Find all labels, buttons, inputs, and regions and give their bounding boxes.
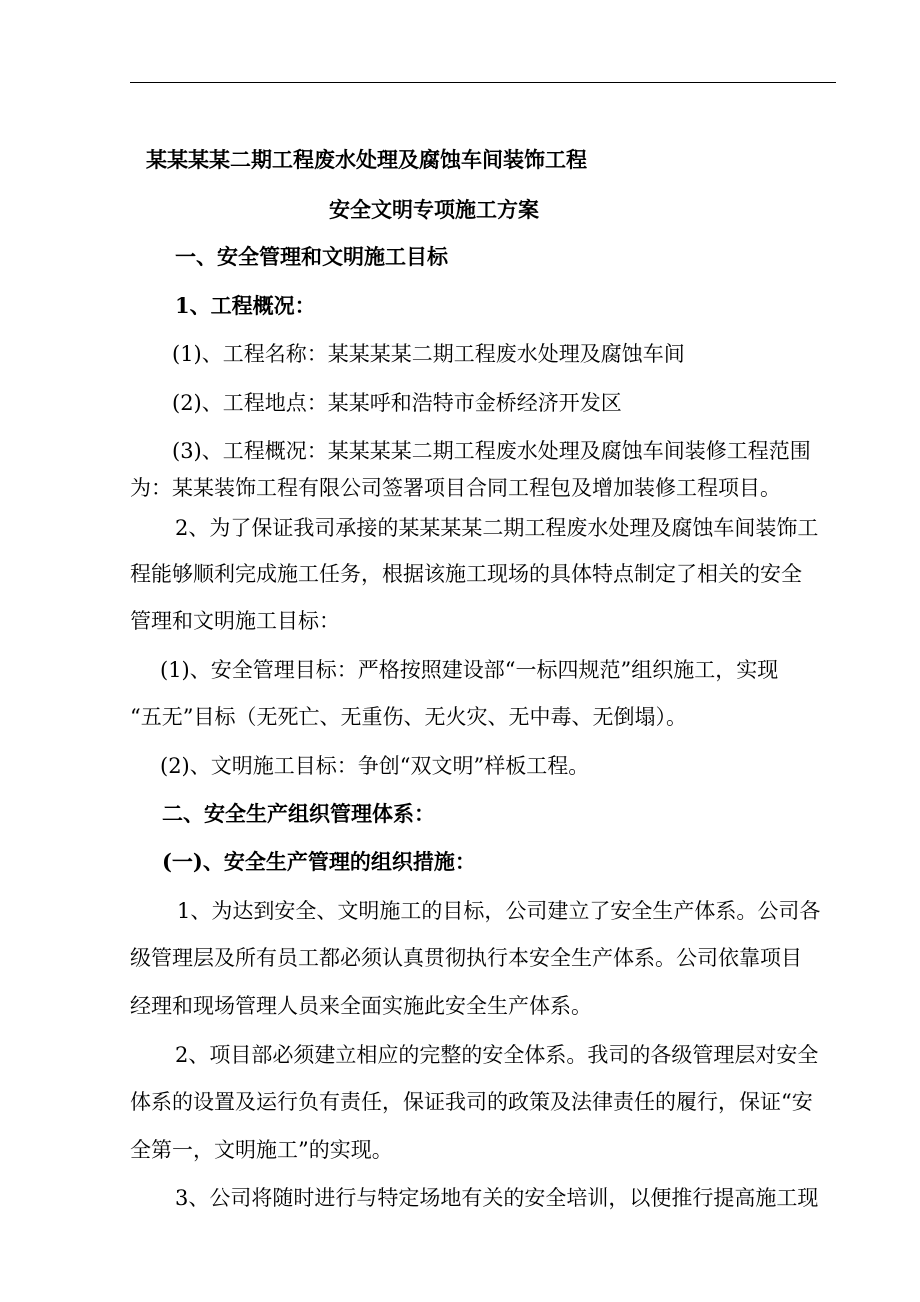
project-overview-item-line-1: (3)、工程概况：某某某某二期工程废水处理及腐蚀车间装修工程范围 xyxy=(172,439,811,463)
safety-goal-line-2: “五无”目标（无死亡、无重伤、无火灾、无中毒、无倒塌）。 xyxy=(130,705,687,729)
measure-2-line-2: 体系的设置及运行负有责任，保证我司的政策及法律责任的履行，保证“安 xyxy=(130,1090,813,1114)
project-name-item: (1)、工程名称：某某某某二期工程废水处理及腐蚀车间 xyxy=(172,342,685,366)
project-location-item: (2)、工程地点：某某呼和浩特市金桥经济开发区 xyxy=(172,391,622,415)
measure-1-line-1: 1、为达到安全、文明施工的目标，公司建立了安全生产体系。公司各 xyxy=(177,899,821,923)
paragraph-2-line-2: 程能够顺利完成施工任务，根据该施工现场的具体特点制定了相关的安全 xyxy=(130,562,802,586)
doc-title-line-2: 安全文明专项施工方案 xyxy=(329,197,539,222)
project-overview-item-line-2: 为：某某装饰工程有限公司签署项目合同工程包及增加装修工程项目。 xyxy=(130,476,781,500)
subsection-2-heading: (一)、安全生产管理的组织措施： xyxy=(162,849,476,874)
section-1-heading: 一、安全管理和文明施工目标 xyxy=(175,244,448,269)
measure-1-line-2: 级管理层及所有员工都必须认真贯彻执行本安全生产体系。公司依靠项目 xyxy=(130,946,802,970)
doc-title-line-1: 某某某某二期工程废水处理及腐蚀车间装饰工程 xyxy=(146,147,587,172)
paragraph-2-line-3: 管理和文明施工目标： xyxy=(130,609,340,633)
measure-2-line-1: 2、项目部必须建立相应的完整的安全体系。我司的各级管理层对安全 xyxy=(175,1043,819,1067)
subsection-1-heading: 1、工程概况： xyxy=(175,293,316,318)
civilized-goal-item: (2)、文明施工目标：争创“双文明”样板工程。 xyxy=(160,754,590,778)
header-rule xyxy=(130,82,836,83)
section-2-heading: 二、安全生产组织管理体系： xyxy=(162,801,435,826)
measure-1-line-3: 经理和现场管理人员来全面实施此安全生产体系。 xyxy=(130,994,592,1018)
measure-2-line-3: 全第一，文明施工”的实现。 xyxy=(130,1138,393,1162)
safety-goal-line-1: (1)、安全管理目标：严格按照建设部“一标四规范”组织施工，实现 xyxy=(160,658,779,682)
paragraph-2-line-1: 2、为了保证我司承接的某某某某二期工程废水处理及腐蚀车间装饰工 xyxy=(175,516,819,540)
measure-3-line-1: 3、公司将随时进行与特定场地有关的安全培训，以便推行提高施工现 xyxy=(175,1186,819,1210)
